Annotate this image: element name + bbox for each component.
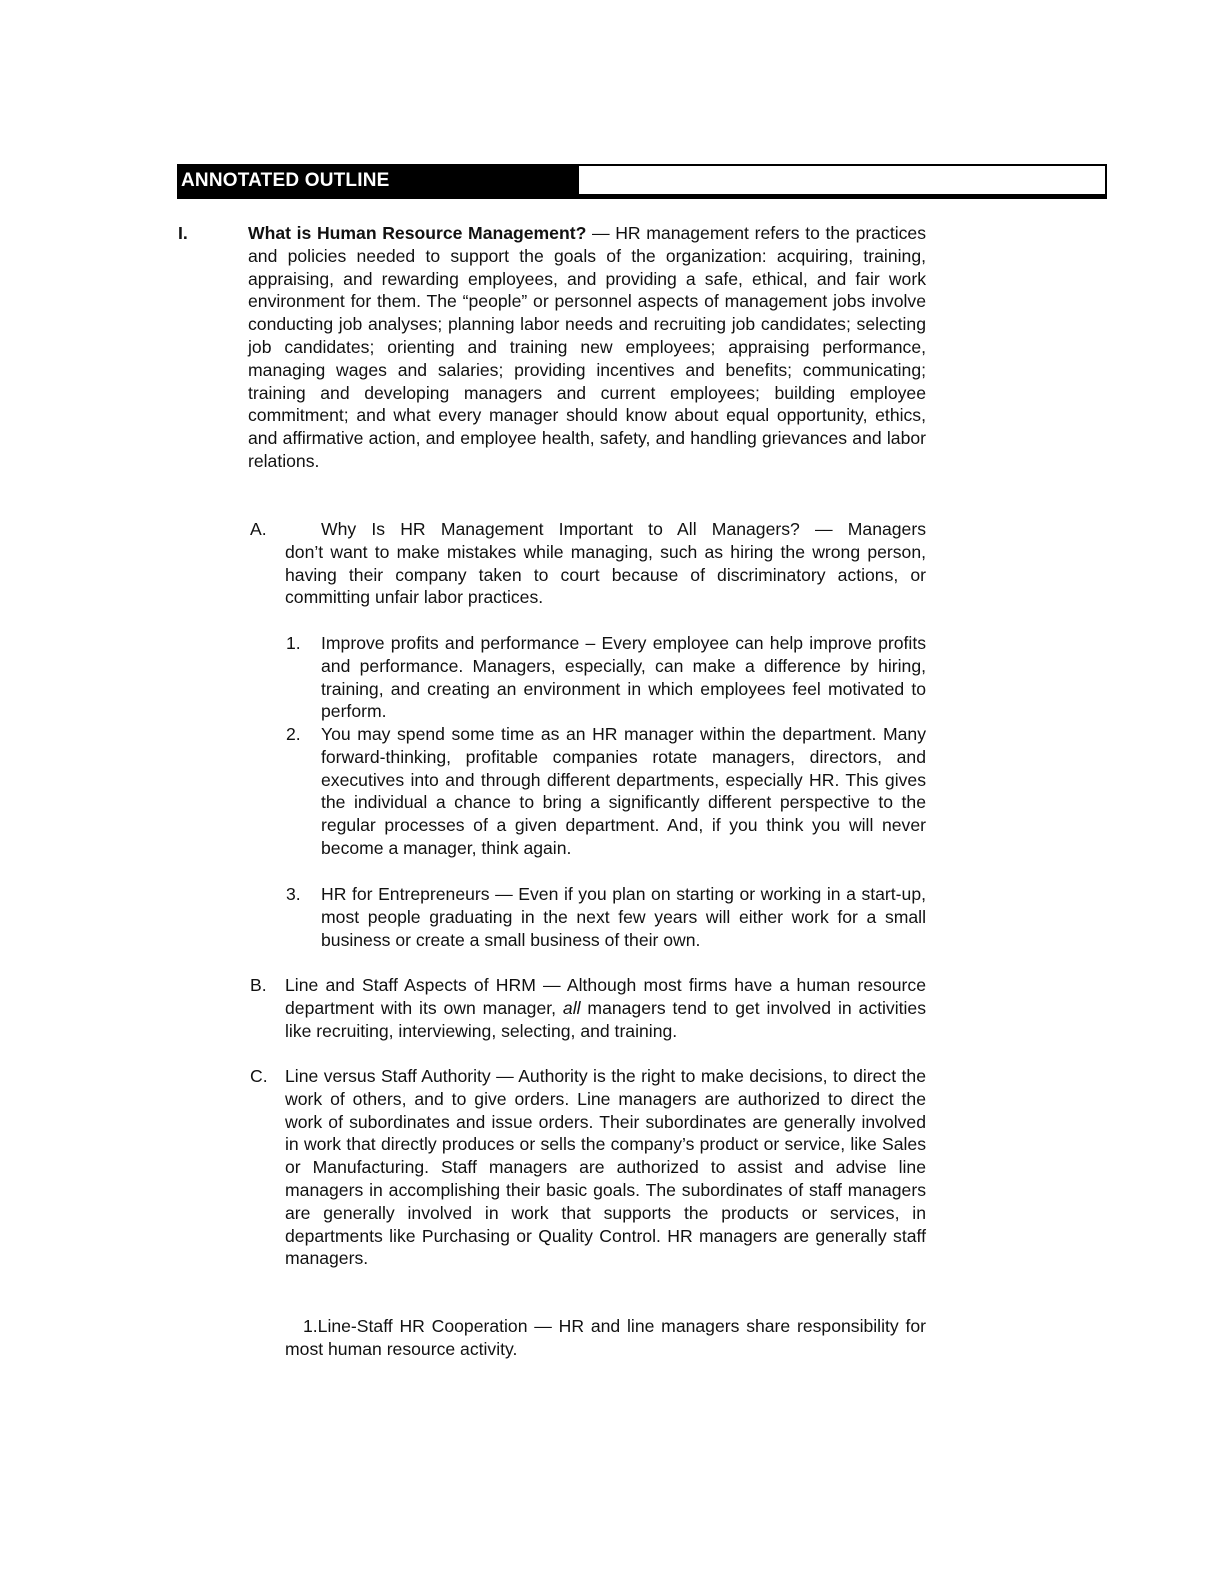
list-marker: 2. <box>286 724 301 744</box>
banner-blank-field <box>579 166 1105 197</box>
item-b-marker: B. <box>250 975 267 995</box>
list-marker: 1. <box>286 633 301 653</box>
item-b-emphasis: all <box>562 997 581 1018</box>
item-a-marker: A. <box>250 519 267 539</box>
list-item: Improve profits and performance – Every employee can help improve profits and performance. Managers, especially, can make a difference by hiring, training, and creating an environment in which employees feel motivated to perform. <box>321 633 926 722</box>
list-item: You may spend some time as an HR manager within the department. Many forward-thinking, profitable companies rotate managers, directors, and executives into and through different departments, especially HR. This gives the individual a chance to bring a significantly different perspective to the regular processes of a given department. And, if you think you will never become a manager, think again. <box>321 724 926 858</box>
section-heading: What is Human Resource Management? <box>248 223 587 243</box>
section-marker: I. <box>178 223 188 243</box>
item-b-text: Line and Staff Aspects of HRM — Although most firms have a human resource department with its own manager, <box>285 975 926 1018</box>
section-banner <box>177 164 1107 199</box>
item-c-marker: C. <box>250 1066 268 1086</box>
section-paragraph <box>248 222 926 473</box>
item-b-text-end: managers tend to get involved in activities like recruiting, interviewing, selecting, and training. <box>285 997 926 1041</box>
list-item: HR for Entrepreneurs — Even if you plan on starting or working in a start-up, most people graduating in the next few years will either work for a small business or create a small business of their own. <box>321 884 926 950</box>
item-a-paragraph <box>285 518 926 609</box>
item-b-paragraph <box>285 974 926 1042</box>
item-a-rest: don’t want to make mistakes while managing, such as hiring the wrong person, having their company taken to court because of discriminatory actions, or committing unfair labor practices. <box>285 541 926 608</box>
list-marker: 3. <box>286 884 301 904</box>
item-c-paragraph: Line versus Staff Authority — Authority is the right to make decisions, to direct the work of others, and to give orders. Line managers are authorized to direct the work of subordinates and issue orders. Their subordinates are generally involved in work that directly produces or sells the company’s product or service, like Sales or Manufacturing. Staff managers are authorized to assist and advise line managers in accomplishing their basic goals. The subordinates of staff managers are generally involved in work that supports the products or services, in departments like Purchasing or Quality Control. HR managers are generally staff managers. <box>285 1066 926 1269</box>
item-a-first-line: Why Is HR Management Important to All Managers? — Managers <box>321 519 926 539</box>
banner-title: ANNOTATED OUTLINE <box>179 166 579 197</box>
item-c1-paragraph: 1.Line-Staff HR Cooperation — HR and line managers share responsibility for most human resource activity. <box>285 1316 926 1359</box>
section-body: — HR management refers to the practices and policies needed to support the goals of the organization: acquiring, training, appraising, and rewarding employees, and providing a safe, ethical, and fair work environment for them. The “people” or personnel aspects of management jobs involve conducting job analyses; planning labor needs and recruiting job candidates; selecting job candidates; orienting and training new employees; appraising performance, managing wages and salaries; providing incentives and benefits; communicating; training and developing managers and current employees; building employee commitment; and what every manager should know about equal opportunity, ethics, and affirmative action, and employee health, safety, and handling grievances and labor relations. <box>248 223 926 471</box>
